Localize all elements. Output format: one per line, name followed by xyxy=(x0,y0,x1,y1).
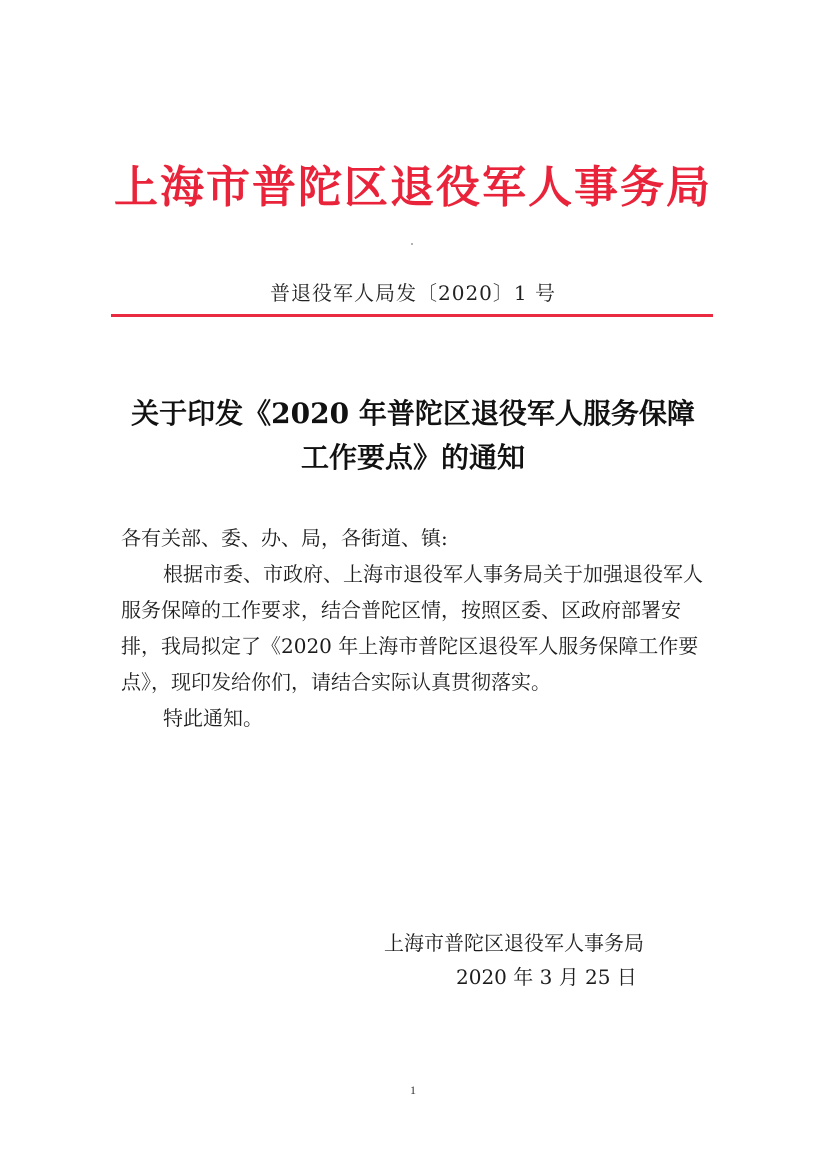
document-number: 普退役军人局发〔2020〕1 号 xyxy=(270,281,556,305)
signature-organization: 上海市普陀区退役军人事务局 xyxy=(384,931,644,955)
body-paragraph: 根据市委、市政府、上海市退役军人事务局关于加强退役军人服务保障的工作要求，结合普陀区情，按照区委、区政府部署安排，我局拟定了《2020 年上海市普陀区退役军人服务保障工作要点》，现印发给你们，请结合实际认真贯彻落实。 xyxy=(121,562,703,694)
signature-block xyxy=(380,926,720,994)
document-title xyxy=(100,392,726,480)
small-dot-mark xyxy=(411,243,413,245)
red-separator-line xyxy=(111,314,713,317)
issuing-organization-header: 上海市普陀区退役军人事务局 xyxy=(114,162,712,213)
salutation: 各有关部、委、办、局，各街道、镇: xyxy=(121,526,448,550)
page-number: 1 xyxy=(410,1083,416,1097)
closing-remark: 特此通知。 xyxy=(163,706,263,730)
document-title-line-2: 工作要点》的通知 xyxy=(300,441,525,474)
signature-date: 2020 年 3 月 25 日 xyxy=(456,965,637,989)
document-body xyxy=(121,520,711,736)
document-title-line-1: 关于印发《2020 年普陀区退役军人服务保障 xyxy=(131,397,695,430)
